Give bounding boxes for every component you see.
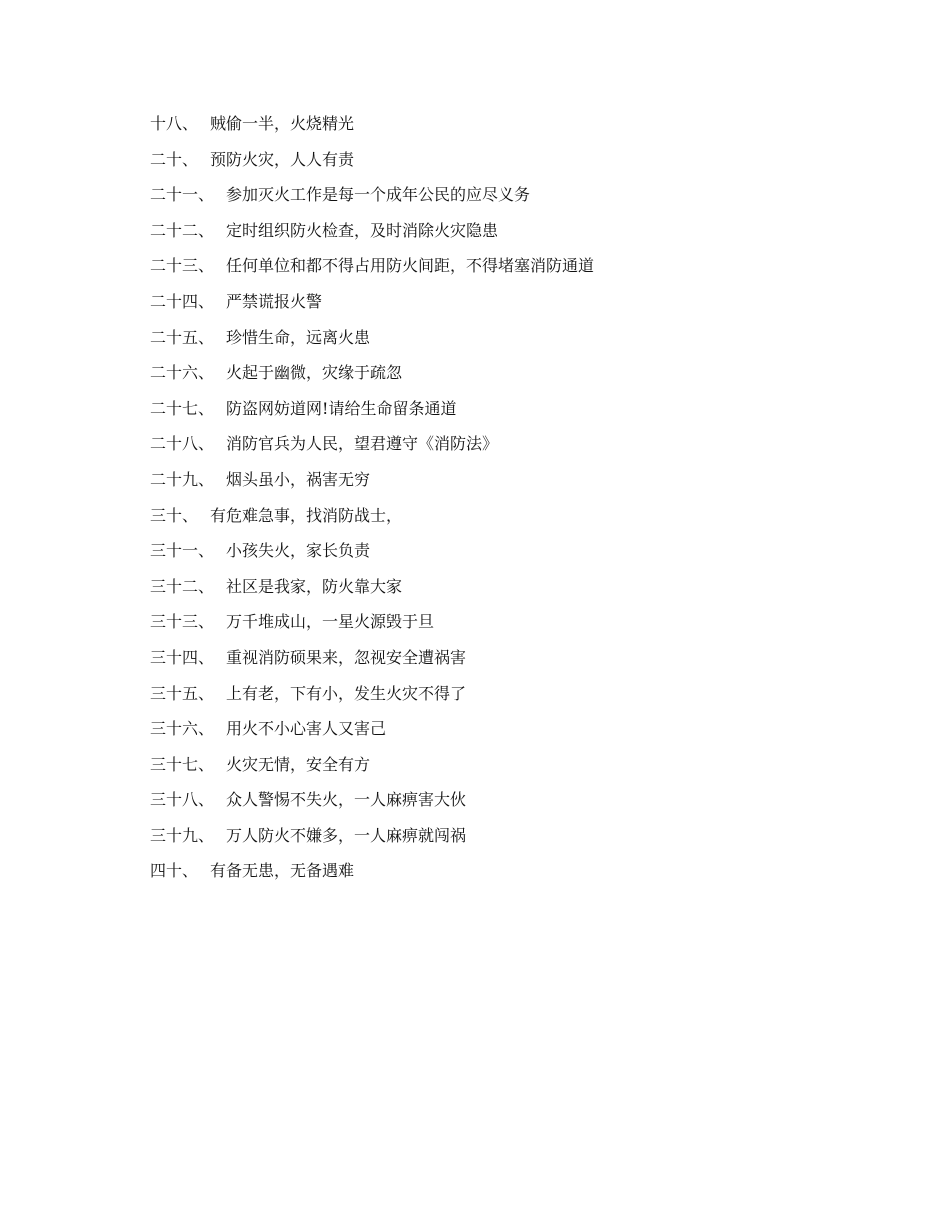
item-text: 参加灭火工作是每一个成年公民的应尽义务 [226,185,531,205]
item-number: 二十五、 [150,327,215,347]
list-item [150,752,594,788]
item-text: 预防火灾，人人有责 [210,149,355,169]
item-number: 二十、 [150,149,199,169]
item-number: 二十三、 [150,256,215,276]
list-item [150,609,594,645]
list-item [150,645,594,681]
item-number: 三十五、 [150,683,215,703]
item-text: 众人警惕不失火，一人麻痹害大伙 [226,790,467,810]
item-text: 火灾无情，安全有方 [226,754,371,774]
item-text: 有危难急事，找消防战士， [210,505,403,525]
item-text: 严禁谎报火警 [226,291,323,311]
item-text: 烟头虽小，祸害无穷 [226,469,371,489]
list-item [150,574,594,610]
item-number: 二十八、 [150,434,215,454]
list-item [150,111,594,147]
list-item [150,467,594,503]
item-text: 万人防火不嫌多，一人麻痹就闯祸 [226,825,467,845]
item-number: 三十二、 [150,576,215,596]
item-number: 二十九、 [150,469,215,489]
list-item [150,858,594,894]
item-text: 定时组织防火检查，及时消除火灾隐患 [226,220,499,240]
item-number: 二十二、 [150,220,215,240]
list-item [150,431,594,467]
item-text: 小孩失火，家长负责 [226,541,371,561]
list-item [150,325,594,361]
list-item [150,716,594,752]
item-number: 三十、 [150,505,199,525]
item-text: 用火不小心害人又害己 [226,719,387,739]
item-text: 上有老，下有小，发生火灾不得了 [226,683,467,703]
list-item [150,396,594,432]
list-item [150,823,594,859]
item-number: 三十六、 [150,719,215,739]
item-number: 二十一、 [150,185,215,205]
list-item [150,289,594,325]
item-number: 二十六、 [150,363,215,383]
item-text: 贼偷一半，火烧精光 [210,114,355,133]
item-text: 任何单位和都不得占用防火间距，不得堵塞消防通道 [226,256,595,276]
list-item [150,253,594,289]
list-item [150,681,594,717]
item-number: 三十九、 [150,825,215,845]
item-number: 十八、 [150,114,199,133]
item-number: 四十、 [150,861,199,881]
list-item [150,182,594,218]
list-item [150,538,594,574]
list-item [150,147,594,183]
item-number: 二十四、 [150,291,215,311]
item-text: 消防官兵为人民，望君遵守《消防法》 [226,434,499,454]
slogan-list [150,111,594,894]
item-text: 珍惜生命，远离火患 [226,327,371,347]
list-item [150,218,594,254]
item-number: 二十七、 [150,398,215,418]
item-number: 三十四、 [150,647,215,667]
item-text: 有备无患，无备遇难 [210,861,355,881]
item-text: 社区是我家，防火靠大家 [226,576,403,596]
item-number: 三十七、 [150,754,215,774]
item-text: 重视消防硕果来，忽视安全遭祸害 [226,647,467,667]
list-item [150,503,594,539]
item-number: 三十三、 [150,612,215,632]
item-number: 三十八、 [150,790,215,810]
item-text: 万千堆成山，一星火源毁于旦 [226,612,435,632]
list-item [150,360,594,396]
item-text: 火起于幽微，灾缘于疏忽 [226,363,403,383]
item-text: 防盗网妨道网!请给生命留条通道 [226,398,457,418]
list-item [150,787,594,823]
item-number: 三十一、 [150,541,215,561]
